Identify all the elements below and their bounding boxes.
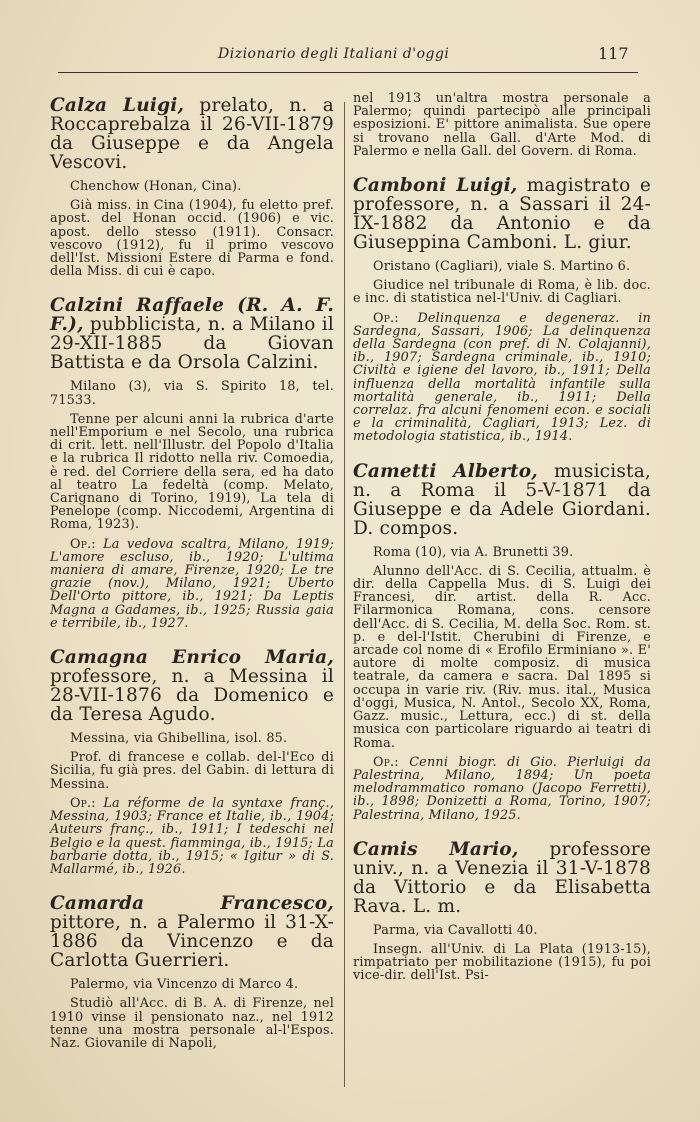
works-list: Delinquenza e degeneraz. in Sardegna, Sassari, 1906; La delinquenza della Sardegna (con pref. di N. Colajanni), ib., 1907; Sardegna criminale, ib., 1910; Civiltà e igiene del lavoro, ib., 1911; Della influenza della mortalità infantile sulla mortalità generale, ib., 1911; Della correlaz. fra alcuni fenomeni econ. e sociali e la criminalità, Cagliari, 1913; Lez. di metodologia statistica, ib., 1914. xyxy=(353,310,651,445)
entry-address: Chenchow (Honan, Cina). xyxy=(70,179,242,194)
entry-bio: Già miss. in Cina (1904), fu eletto pref. apost. del Honan occid. (1906) e vic. apost. dello stesso (1911). Consacr. vescovo (1912), fu il primo vescovo dell'Ist. Missioni Estere di Parma e fond. della Miss. di cui è capo. xyxy=(50,198,334,280)
entry-title: magistrato e professore, n. a Sassari il 24-IX-1882 da Antonio e da Giuseppina Camboni. L. giur. xyxy=(353,175,651,254)
entry-address: Milano (3), via S. Spirito 18, tel. 71533. xyxy=(50,379,334,408)
entry-heading xyxy=(353,462,651,538)
entry-works xyxy=(353,312,651,444)
entry-heading xyxy=(50,894,334,970)
entry-heading xyxy=(50,648,334,724)
entry-title: pittore, n. a Palermo il 31-X-1886 da Vincenzo e da Carlotta Guerrieri. xyxy=(50,912,334,972)
entry-heading xyxy=(353,840,651,916)
entry-heading xyxy=(353,176,651,252)
entry-title: professore, n. a Messina il 28-VII-1876 da Domenico e da Teresa Agudo. xyxy=(50,666,334,726)
left-column xyxy=(50,96,334,1068)
entry-heading xyxy=(50,96,334,172)
entry-calzini-raffaele xyxy=(50,296,334,630)
entry-bio: Giudice nel tribunale di Roma, è lib. doc. e inc. di statistica nel-l'Univ. di Cagliari. xyxy=(353,278,651,307)
entry-address: Parma, via Cavallotti 40. xyxy=(373,922,538,938)
entry-camis-mario xyxy=(353,840,651,983)
right-column xyxy=(353,92,651,1001)
works-list: La réforme de la syntaxe franç., Messina, 1903; France et Italie, ib., 1904; Auteurs franç., ib., 1911; I tedeschi nel Belgio e la quest. fiamminga, ib., 1915; La barbarie dotta, ib., 1915; « Igitur » di S. Mallarmé, ib., 1926. xyxy=(50,795,334,877)
entry-address: Oristano (Cagliari), viale S. Martino 6. xyxy=(373,259,631,275)
entry-name: Camarda Francesco, xyxy=(50,893,334,915)
works-list: Cenni biogr. di Gio. Pierluigi da Palestrina, Milano, 1894; Un poeta melodrammatico romano (Jacopo Ferretti), ib., 1898; Donizetti a Roma, Torino, 1907; Palestrina, Milano, 1925. xyxy=(353,754,651,823)
entry-bio: Prof. di francese e collab. del-l'Eco di Sicilia, fu già pres. del Gabin. di lettura di Messina. xyxy=(50,750,334,792)
entry-name: Cametti Alberto, xyxy=(353,460,538,482)
works-list: La vedova scaltra, Milano, 1919; L'amore escluso, ib., 1920; L'ultima maniera di amare, Firenze, 1920; Le tre grazie (nov.), Milano, 1921; Uberto Dell'Orto pittore, ib., 1921; Da Leptis Magna a Gadames, ib., 1925; Russia gaia e terribile, ib., 1927. xyxy=(50,536,334,631)
entry-name: Calza Luigi, xyxy=(50,95,185,116)
entry-camboni-luigi xyxy=(353,176,651,444)
continued-text: nel 1913 un'altra mostra personale a Palermo; quindi partecipò alle principali esposizioni. E' pittore animalista. Sue opere si trovano nella Gall. d'Arte Mod. di Palermo e nella Gall. del Govern. di Roma. xyxy=(353,91,651,159)
entry-bio: Tenne per alcuni anni la rubrica d'arte nell'Emporium e nel Secolo, una rubrica di crit. lett. nell'Illustr. del Popolo d'Italia e la rubrica Il ridotto nella riv. Comoedia, è red. del Corriere della sera, ed ha dato al teatro La fedeltà (comp. Melato, Carignano di Torino, 1919), La tela di Penelope (comp. Niccodemi, Argentina di Roma, 1923). xyxy=(50,411,334,533)
entry-title: pubblicista, n. a Milano il 29-XII-1885 da Giovan Battista e da Orsola Calzini. xyxy=(50,314,334,374)
entry-works xyxy=(50,538,334,630)
entry-address: Palermo, via Vincenzo di Marco 4. xyxy=(70,977,299,993)
entry-name: Calzini Raffaele (R. A. F. F.), xyxy=(50,295,334,336)
entry-bio: Insegn. all'Univ. di La Plata (1913-15), rimpatriato per mobilitazione (1915), fu poi vice-dir. dell'Ist. Psi- xyxy=(353,941,651,984)
entry-heading xyxy=(50,296,334,372)
running-title: Dizionario degli Italiani d'oggi xyxy=(218,46,450,62)
entry-cametti-alberto xyxy=(353,462,651,822)
entry-works xyxy=(50,797,334,876)
entry-title: prelato, n. a Roccaprebalza il 26-VII-1879 da Giuseppe e da Angela Vescovi. xyxy=(50,95,334,173)
entry-camagna-enrico-maria xyxy=(50,648,334,876)
entry-address: Messina, via Ghibellina, isol. 85. xyxy=(70,731,288,747)
entry-title: musicista, n. a Roma il 5-V-1871 da Giuseppe e da Adele Giordani. D. compos. xyxy=(353,460,651,539)
works-label: Op.: xyxy=(373,754,399,770)
column-divider xyxy=(344,102,345,1087)
entry-title: professore univ., n. a Venezia il 31-V-1878 da Vittorio e da Elisabetta Rava. L. m. xyxy=(353,838,651,917)
works-label: Op.: xyxy=(70,795,96,811)
entry-bio: Studiò all'Acc. di B. A. di Firenze, nel 1910 vinse il pensionato naz., nel 1912 tenne una mostra personale al-l'Espos. Naz. Giovanile di Napoli, xyxy=(50,996,334,1051)
entry-name: Camboni Luigi, xyxy=(353,175,518,197)
entry-name: Camagna Enrico Maria, xyxy=(50,647,334,669)
entry-calza-luigi xyxy=(50,96,334,278)
page-number: 117 xyxy=(598,44,629,63)
works-label: Op.: xyxy=(373,310,399,326)
works-label: Op.: xyxy=(70,536,96,552)
entry-camarda-francesco xyxy=(50,894,334,1050)
entry-address: Roma (10), via A. Brunetti 39. xyxy=(373,544,574,560)
header-rule xyxy=(58,72,638,73)
entry-bio: Alunno dell'Acc. di S. Cecilia, attualm. è dir. della Cappella Mus. di S. Luigi dei Francesi, dir. artist. della R. Acc. Filarmonica Romana, cons. censore dell'Acc. di S. Cecilia, M. della Soc. Rom. st. p. e del-l'Istit. Cherubini di Firenze, e arcade col nome di « Erofilo Erminiano ». E' autore di molte composiz. di musica teatrale, da camera e sacra. Dal 1895 si occupa in varie riv. (Riv. mus. ital., Musica d'oggi, Musica, N. Antol., Secolo XX, Roma, Gazz. music., Lettura, ecc.) di st. della musica con particolare riguardo ai teatri di Roma. xyxy=(353,563,651,751)
entry-name: Camis Mario, xyxy=(353,838,519,860)
entry-works xyxy=(353,756,651,822)
